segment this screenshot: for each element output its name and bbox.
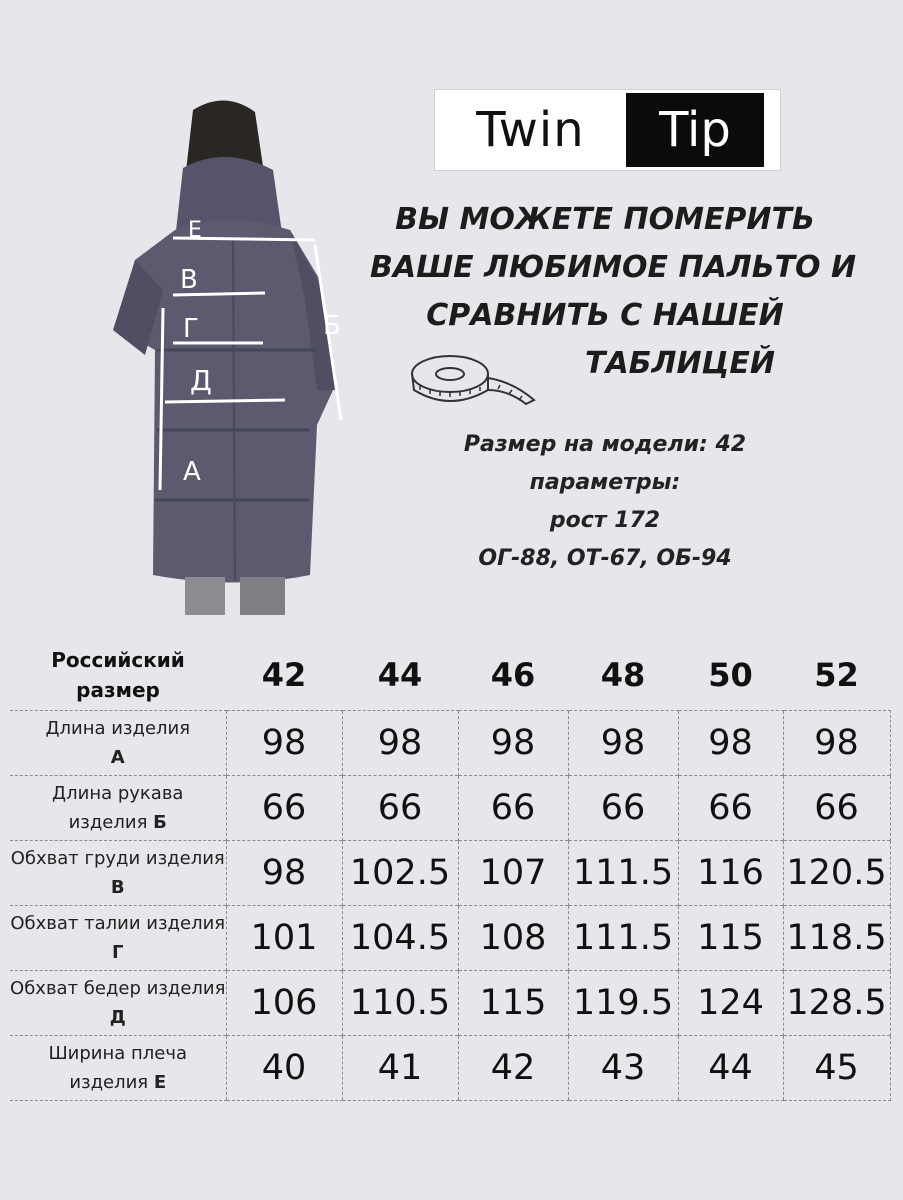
- row-label-text: Длина изделия: [45, 718, 191, 739]
- table-cell: 102.5: [342, 841, 458, 906]
- label-g: Г: [183, 314, 199, 344]
- table-row: [10, 841, 890, 906]
- table-cell: 66: [783, 776, 890, 841]
- table-row: [10, 1036, 890, 1101]
- headline-line: ВАШЕ ЛЮБИМОЕ ПАЛЬТО И: [370, 250, 857, 285]
- table-row: [10, 906, 890, 971]
- table-cell: 111.5: [568, 906, 678, 971]
- model-info-line: ОГ-88, ОТ-67, ОБ-94: [478, 546, 732, 571]
- table-cell: 41: [342, 1036, 458, 1101]
- table-cell: 42: [458, 1036, 568, 1101]
- table-cell: 98: [568, 711, 678, 776]
- table-cell: 66: [342, 776, 458, 841]
- size-header-label-line: Российский: [51, 648, 185, 672]
- table-cell: 66: [568, 776, 678, 841]
- table-cell: 40: [226, 1036, 342, 1101]
- model-info-line: рост 172: [549, 508, 661, 533]
- table-cell: 101: [226, 906, 342, 971]
- table-cell: 44: [678, 1036, 783, 1101]
- table-cell: 108: [458, 906, 568, 971]
- row-label-text: Длина рукава изделия: [52, 783, 184, 833]
- model-info: [430, 426, 780, 578]
- row-label: [10, 711, 226, 776]
- brand-logo-part2: Tip: [626, 93, 764, 167]
- row-letter: Г: [112, 942, 124, 963]
- size-header-cell: 46: [490, 656, 536, 694]
- table-cell: 98: [342, 711, 458, 776]
- size-header-cell: 48: [600, 656, 646, 694]
- headline-line: ТАБЛИЦЕЙ: [584, 346, 775, 381]
- table-cell: 43: [568, 1036, 678, 1101]
- table-cell: 128.5: [783, 971, 890, 1036]
- table-cell: 106: [226, 971, 342, 1036]
- table-cell: 66: [678, 776, 783, 841]
- table-cell: 98: [783, 711, 890, 776]
- row-letter: Б: [153, 812, 167, 833]
- brand-logo-part1: Twin: [476, 102, 585, 158]
- table-cell: 66: [458, 776, 568, 841]
- row-letter: В: [110, 877, 125, 898]
- row-label: [10, 776, 226, 841]
- row-label-text: Обхват груди изделия: [10, 848, 225, 869]
- row-letter: А: [110, 747, 125, 768]
- coat-model-image: [105, 90, 355, 615]
- size-header-cell: 42: [261, 656, 307, 694]
- row-label: [10, 1036, 226, 1101]
- table-row: [10, 776, 890, 841]
- row-label: [10, 906, 226, 971]
- size-table: [10, 640, 891, 1101]
- table-cell: 115: [458, 971, 568, 1036]
- row-letter: Д: [109, 1007, 126, 1028]
- row-label-text: Обхват талии изделия: [10, 913, 226, 934]
- table-cell: 98: [226, 841, 342, 906]
- table-cell: 115: [678, 906, 783, 971]
- table-cell: 98: [678, 711, 783, 776]
- table-cell: 110.5: [342, 971, 458, 1036]
- headline-line: ВЫ МОЖЕТЕ ПОМЕРИТЬ: [395, 202, 815, 237]
- size-header-label-line: размер: [76, 678, 160, 702]
- table-cell: 111.5: [568, 841, 678, 906]
- table-cell: 104.5: [342, 906, 458, 971]
- size-header-row: [10, 640, 890, 711]
- model-info-line: Размер на модели: 42: [463, 432, 747, 457]
- table-cell: 120.5: [783, 841, 890, 906]
- table-row: [10, 971, 890, 1036]
- model-info-line: параметры:: [529, 470, 681, 495]
- table-cell: 118.5: [783, 906, 890, 971]
- table-cell: 98: [458, 711, 568, 776]
- table-cell: 45: [783, 1036, 890, 1101]
- table-row: [10, 711, 890, 776]
- table-cell: 98: [226, 711, 342, 776]
- label-v: В: [180, 265, 198, 295]
- brand-logo: [434, 89, 781, 171]
- label-b: Б: [323, 311, 341, 341]
- size-header-cell: 44: [377, 656, 423, 694]
- row-letter: Е: [153, 1072, 167, 1093]
- coat-illustration: [105, 90, 355, 615]
- row-label: [10, 841, 226, 906]
- size-header-cell: 52: [814, 656, 859, 694]
- label-e: Е: [188, 218, 202, 243]
- table-cell: 66: [226, 776, 342, 841]
- table-cell: 116: [678, 841, 783, 906]
- row-label-text: Обхват бедер изделия: [10, 978, 226, 999]
- row-label-text: Ширина плеча изделия: [48, 1043, 188, 1093]
- table-cell: 124: [678, 971, 783, 1036]
- table-cell: 119.5: [568, 971, 678, 1036]
- label-d: Д: [190, 364, 212, 397]
- row-label: [10, 971, 226, 1036]
- size-header-label: [10, 640, 226, 711]
- size-header-cell: 50: [708, 656, 753, 694]
- label-a: А: [183, 457, 201, 487]
- headline-line: СРАВНИТЬ С НАШЕЙ: [426, 298, 784, 333]
- measuring-tape-icon: [408, 350, 538, 410]
- table-cell: 107: [458, 841, 568, 906]
